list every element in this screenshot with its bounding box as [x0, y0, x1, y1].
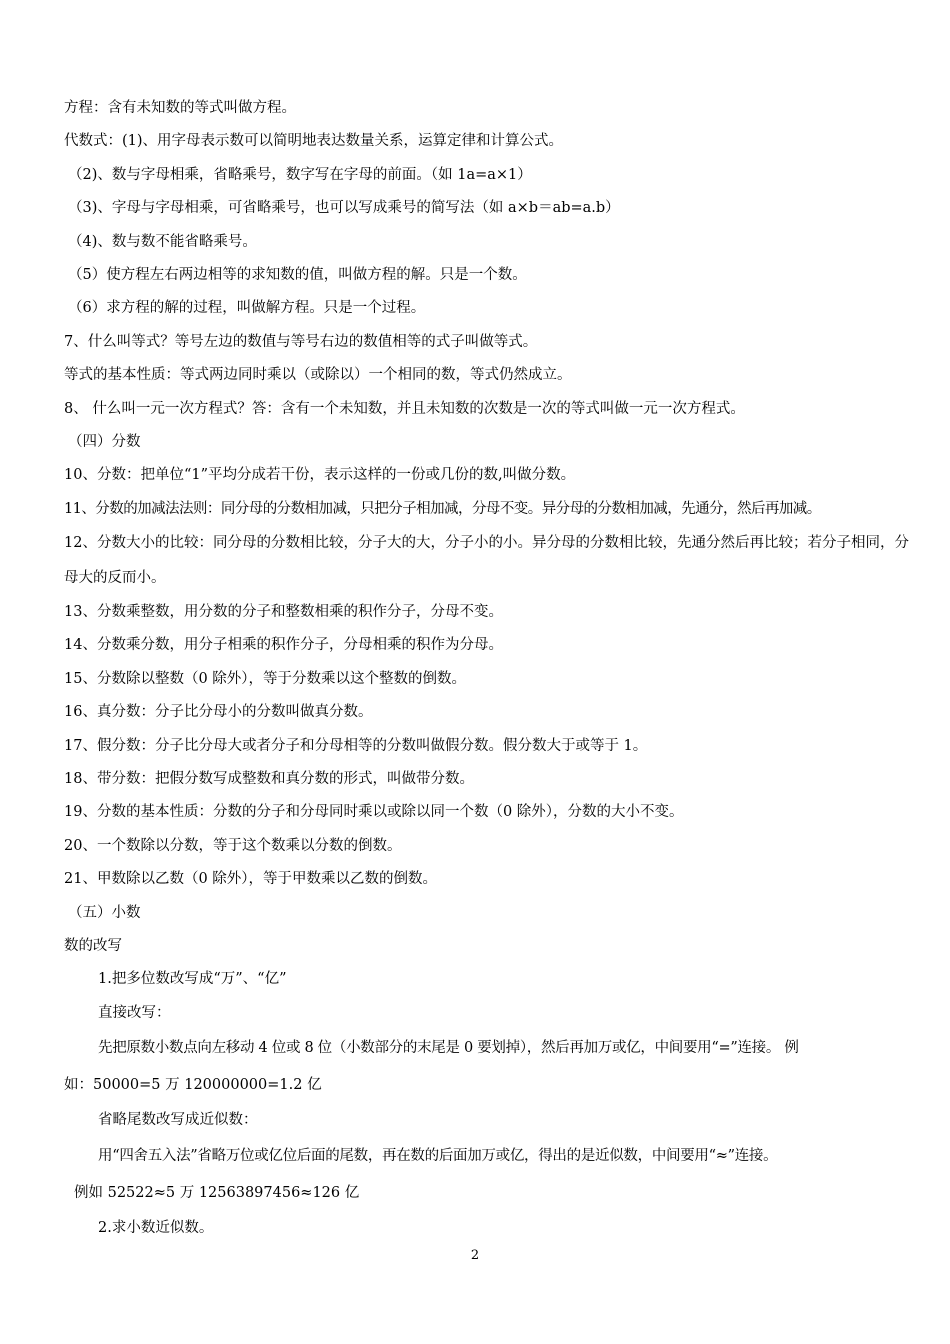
text-line: 7、什么叫等式？等号左边的数值与等号右边的数值相等的式子叫做等式。 [64, 333, 538, 350]
text-line: 先把原数小数点向左移动 4 位或 8 位（小数部分的末尾是 0 要划掉），然后再加万或亿，中间要用“=”连接。 例 [98, 1040, 799, 1057]
text-line: 省略尾数改写成近似数： [98, 1112, 258, 1129]
text-line: 20、一个数除以分数，等于这个数乘以分数的倒数。 [64, 837, 402, 854]
page-content [64, 92, 910, 1245]
section-heading: （四）分数 [68, 433, 141, 450]
text-line: 21、甲数除以乙数（0 除外），等于甲数乘以乙数的倒数。 [64, 871, 438, 888]
text-line: 2.求小数近似数。 [98, 1219, 214, 1236]
text-line: 16、真分数：分子比分母小的分数叫做真分数。 [64, 704, 373, 721]
text-line: 14、分数乘分数，用分子相乘的积作分子，分母相乘的积作为分母。 [64, 637, 503, 654]
text-line: （2)、数与字母相乘，省略乘号，数字写在字母的前面。（如 1a=a×1） [68, 166, 532, 183]
text-line: 17、假分数：分子比分母大或者分子和分母相等的分数叫做假分数。假分数大于或等于 1。 [64, 737, 648, 754]
text-line: 15、分数除以整数（0 除外），等于分数乘以这个整数的倒数。 [64, 670, 467, 687]
text-line: 用“四舍五入法”省略万位或亿位后面的尾数，再在数的后面加万或亿，得出的是近似数，中间要用“≈”连接。 [98, 1147, 778, 1164]
text-line: 19、分数的基本性质：分数的分子和分母同时乘以或除以同一个数（0 除外），分数的大小不变。 [64, 804, 684, 821]
text-line: 18、带分数：把假分数写成整数和真分数的形式，叫做带分数。 [64, 771, 474, 788]
text-line: （4)、数与数不能省略乘号。 [68, 233, 257, 250]
text-line: （6）求方程的解的过程，叫做解方程。只是一个过程。 [68, 300, 426, 317]
text-line: 直接改写： [98, 1004, 171, 1021]
text-line: 10、分数：把单位“1”平均分成若干份，表示这样的一份或几份的数,叫做分数。 [64, 467, 576, 484]
text-line: （5）使方程左右两边相等的求知数的值，叫做方程的解。只是一个数。 [68, 266, 527, 283]
text-line: 等式的基本性质：等式两边同时乘以（或除以）一个相同的数，等式仍然成立。 [64, 367, 572, 384]
text-line: 11、分数的加减法法则：同分母的分数相加减，只把分子相加减，分母不变。异分母的分数相加减，先通分，然后再加减。 [64, 500, 821, 517]
text-line: 如：50000=5 万 120000000=1.2 亿 [64, 1077, 322, 1094]
text-line: 代数式：(1)、用字母表示数可以简明地表达数量关系，运算定律和计算公式。 [64, 133, 564, 150]
text-line: 1.把多位数改写成“万”、“亿” [98, 971, 287, 988]
text-line: 例如 52522≈5 万 12563897456≈126 亿 [74, 1184, 360, 1201]
section-heading: （五）小数 [68, 904, 141, 921]
text-line: 数的改写 [64, 937, 122, 954]
text-line: 13、分数乘整数，用分数的分子和整数相乘的积作分子，分母不变。 [64, 604, 503, 621]
page-number: 2 [470, 1248, 480, 1263]
text-line: （3)、字母与字母相乘，可省略乘号，也可以写成乘号的简写法（如 a×b＝ab=a.b） [68, 200, 620, 217]
text-line: 12、分数大小的比较：同分母的分数相比较，分子大的大，分子小的小。异分母的分数相比较，先通分然后再比较；若分子相同，分母大的反而小。 [64, 535, 909, 587]
text-line: 8、 什么叫一元一次方程式？答：含有一个未知数，并且未知数的次数是一次的等式叫做一元一次方程式。 [64, 400, 745, 417]
text-line: 方程：含有未知数的等式叫做方程。 [64, 100, 296, 116]
